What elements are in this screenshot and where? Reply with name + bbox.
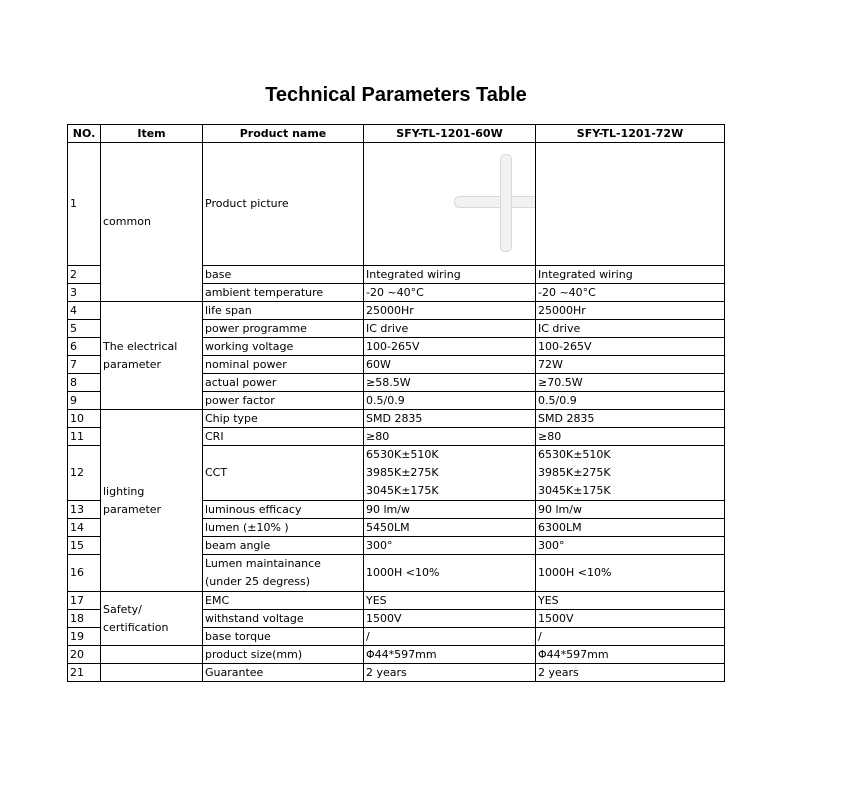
row-no: 9 [68,392,101,410]
row-name: beam angle [203,537,364,555]
value-72w: Φ44*597mm [536,646,725,664]
row-no: 5 [68,320,101,338]
row-name: Guarantee [203,664,364,682]
page-title: Technical Parameters Table [265,84,527,106]
product-picture-cell [364,143,536,266]
group-safety [101,592,203,646]
row-name: life span [203,302,364,320]
value-72w: YES [536,592,725,610]
row-no: 17 [68,592,101,610]
row-name: nominal power [203,356,364,374]
row-no: 12 [68,446,101,501]
row-no: 14 [68,519,101,537]
row-name: CCT [203,446,364,501]
value-60w: / [364,628,536,646]
value-60w: ≥80 [364,428,536,446]
row-name: base [203,266,364,284]
value-72w: -20 ~40°C [536,284,725,302]
row-name-line: (under 25 degress) [205,575,311,588]
value-72w: 1000H <10% [536,555,725,592]
row-no: 6 [68,338,101,356]
value-60w: 100-265V [364,338,536,356]
row-no: 18 [68,610,101,628]
value-60w: 25000Hr [364,302,536,320]
row-no: 4 [68,302,101,320]
row-name: ambient temperature [203,284,364,302]
value-60w [364,446,536,501]
value-72w: 2 years [536,664,725,682]
table-row [68,664,725,682]
row-no: 15 [68,537,101,555]
header-product-name: Product name [203,125,364,143]
value-60w: 300° [364,537,536,555]
row-no: 10 [68,410,101,428]
row-no: 3 [68,284,101,302]
row-no: 11 [68,428,101,446]
row-name: power programme [203,320,364,338]
row-no: 1 [68,143,101,266]
table-row [68,592,725,610]
table-row [68,646,725,664]
value-72w: 100-265V [536,338,725,356]
row-no: 8 [68,374,101,392]
value-60w: 2 years [364,664,536,682]
row-name: working voltage [203,338,364,356]
header-model-72w: SFY-TL-1201-72W [536,125,725,143]
row-no: 20 [68,646,101,664]
value-72w: 90 lm/w [536,501,725,519]
value-72w: IC drive [536,320,725,338]
header-no: NO. [68,125,101,143]
value-60w: -20 ~40°C [364,284,536,302]
row-no: 2 [68,266,101,284]
value-60w: Integrated wiring [364,266,536,284]
cct-line: 3985K±275K [538,466,611,479]
group-label-line: The electrical [103,339,178,353]
cct-line: 3045K±175K [366,484,439,497]
value-60w: SMD 2835 [364,410,536,428]
value-60w: 5450LM [364,519,536,537]
cross-lamp-image [452,154,536,254]
value-60w: Φ44*597mm [364,646,536,664]
header-model-60w: SFY-TL-1201-60W [364,125,536,143]
value-72w: 1500V [536,610,725,628]
value-72w: 25000Hr [536,302,725,320]
row-name [203,555,364,592]
value-60w: 1500V [364,610,536,628]
value-72w: 0.5/0.9 [536,392,725,410]
value-72w: ≥80 [536,428,725,446]
value-60w: ≥58.5W [364,374,536,392]
row-no: 19 [68,628,101,646]
cct-line: 3985K±275K [366,466,439,479]
row-no: 13 [68,501,101,519]
value-60w: YES [364,592,536,610]
group-label-line: parameter [103,502,162,516]
group-common: common [101,143,203,302]
header-row [68,125,725,143]
value-72w [536,446,725,501]
cct-line: 6530K±510K [366,448,439,461]
value-60w: IC drive [364,320,536,338]
value-60w: 60W [364,356,536,374]
group-label-line: Safety/ [103,602,142,616]
row-name: actual power [203,374,364,392]
product-picture-cell-72w [536,143,725,266]
group-label-line: lighting [103,484,145,498]
row-name: luminous efficacy [203,501,364,519]
row-name: Chip type [203,410,364,428]
value-72w: SMD 2835 [536,410,725,428]
value-72w: ≥70.5W [536,374,725,392]
row-name: base torque [203,628,364,646]
table-row [68,302,725,320]
header-item: Item [101,125,203,143]
row-no: 21 [68,664,101,682]
table-row [68,410,725,428]
value-72w: Integrated wiring [536,266,725,284]
value-60w: 1000H <10% [364,555,536,592]
row-no: 7 [68,356,101,374]
row-no: 16 [68,555,101,592]
value-72w: 6300LM [536,519,725,537]
value-60w: 0.5/0.9 [364,392,536,410]
row-name: Product picture [203,143,364,266]
parameters-table [67,124,725,682]
group-lighting [101,410,203,592]
value-72w: 300° [536,537,725,555]
empty-item-cell [101,646,203,664]
row-name: EMC [203,592,364,610]
group-label-line: certification [103,620,169,634]
cct-line: 6530K±510K [538,448,611,461]
row-name: power factor [203,392,364,410]
value-60w: 90 lm/w [364,501,536,519]
empty-item-cell [101,664,203,682]
row-name: product size(mm) [203,646,364,664]
row-name: withstand voltage [203,610,364,628]
value-72w: / [536,628,725,646]
value-72w: 72W [536,356,725,374]
group-electrical [101,302,203,410]
cct-line: 3045K±175K [538,484,611,497]
row-name-line: Lumen maintainance [205,557,321,570]
table-row [68,143,725,266]
row-name: lumen (±10% ) [203,519,364,537]
row-name: CRI [203,428,364,446]
group-label-line: parameter [103,357,162,371]
